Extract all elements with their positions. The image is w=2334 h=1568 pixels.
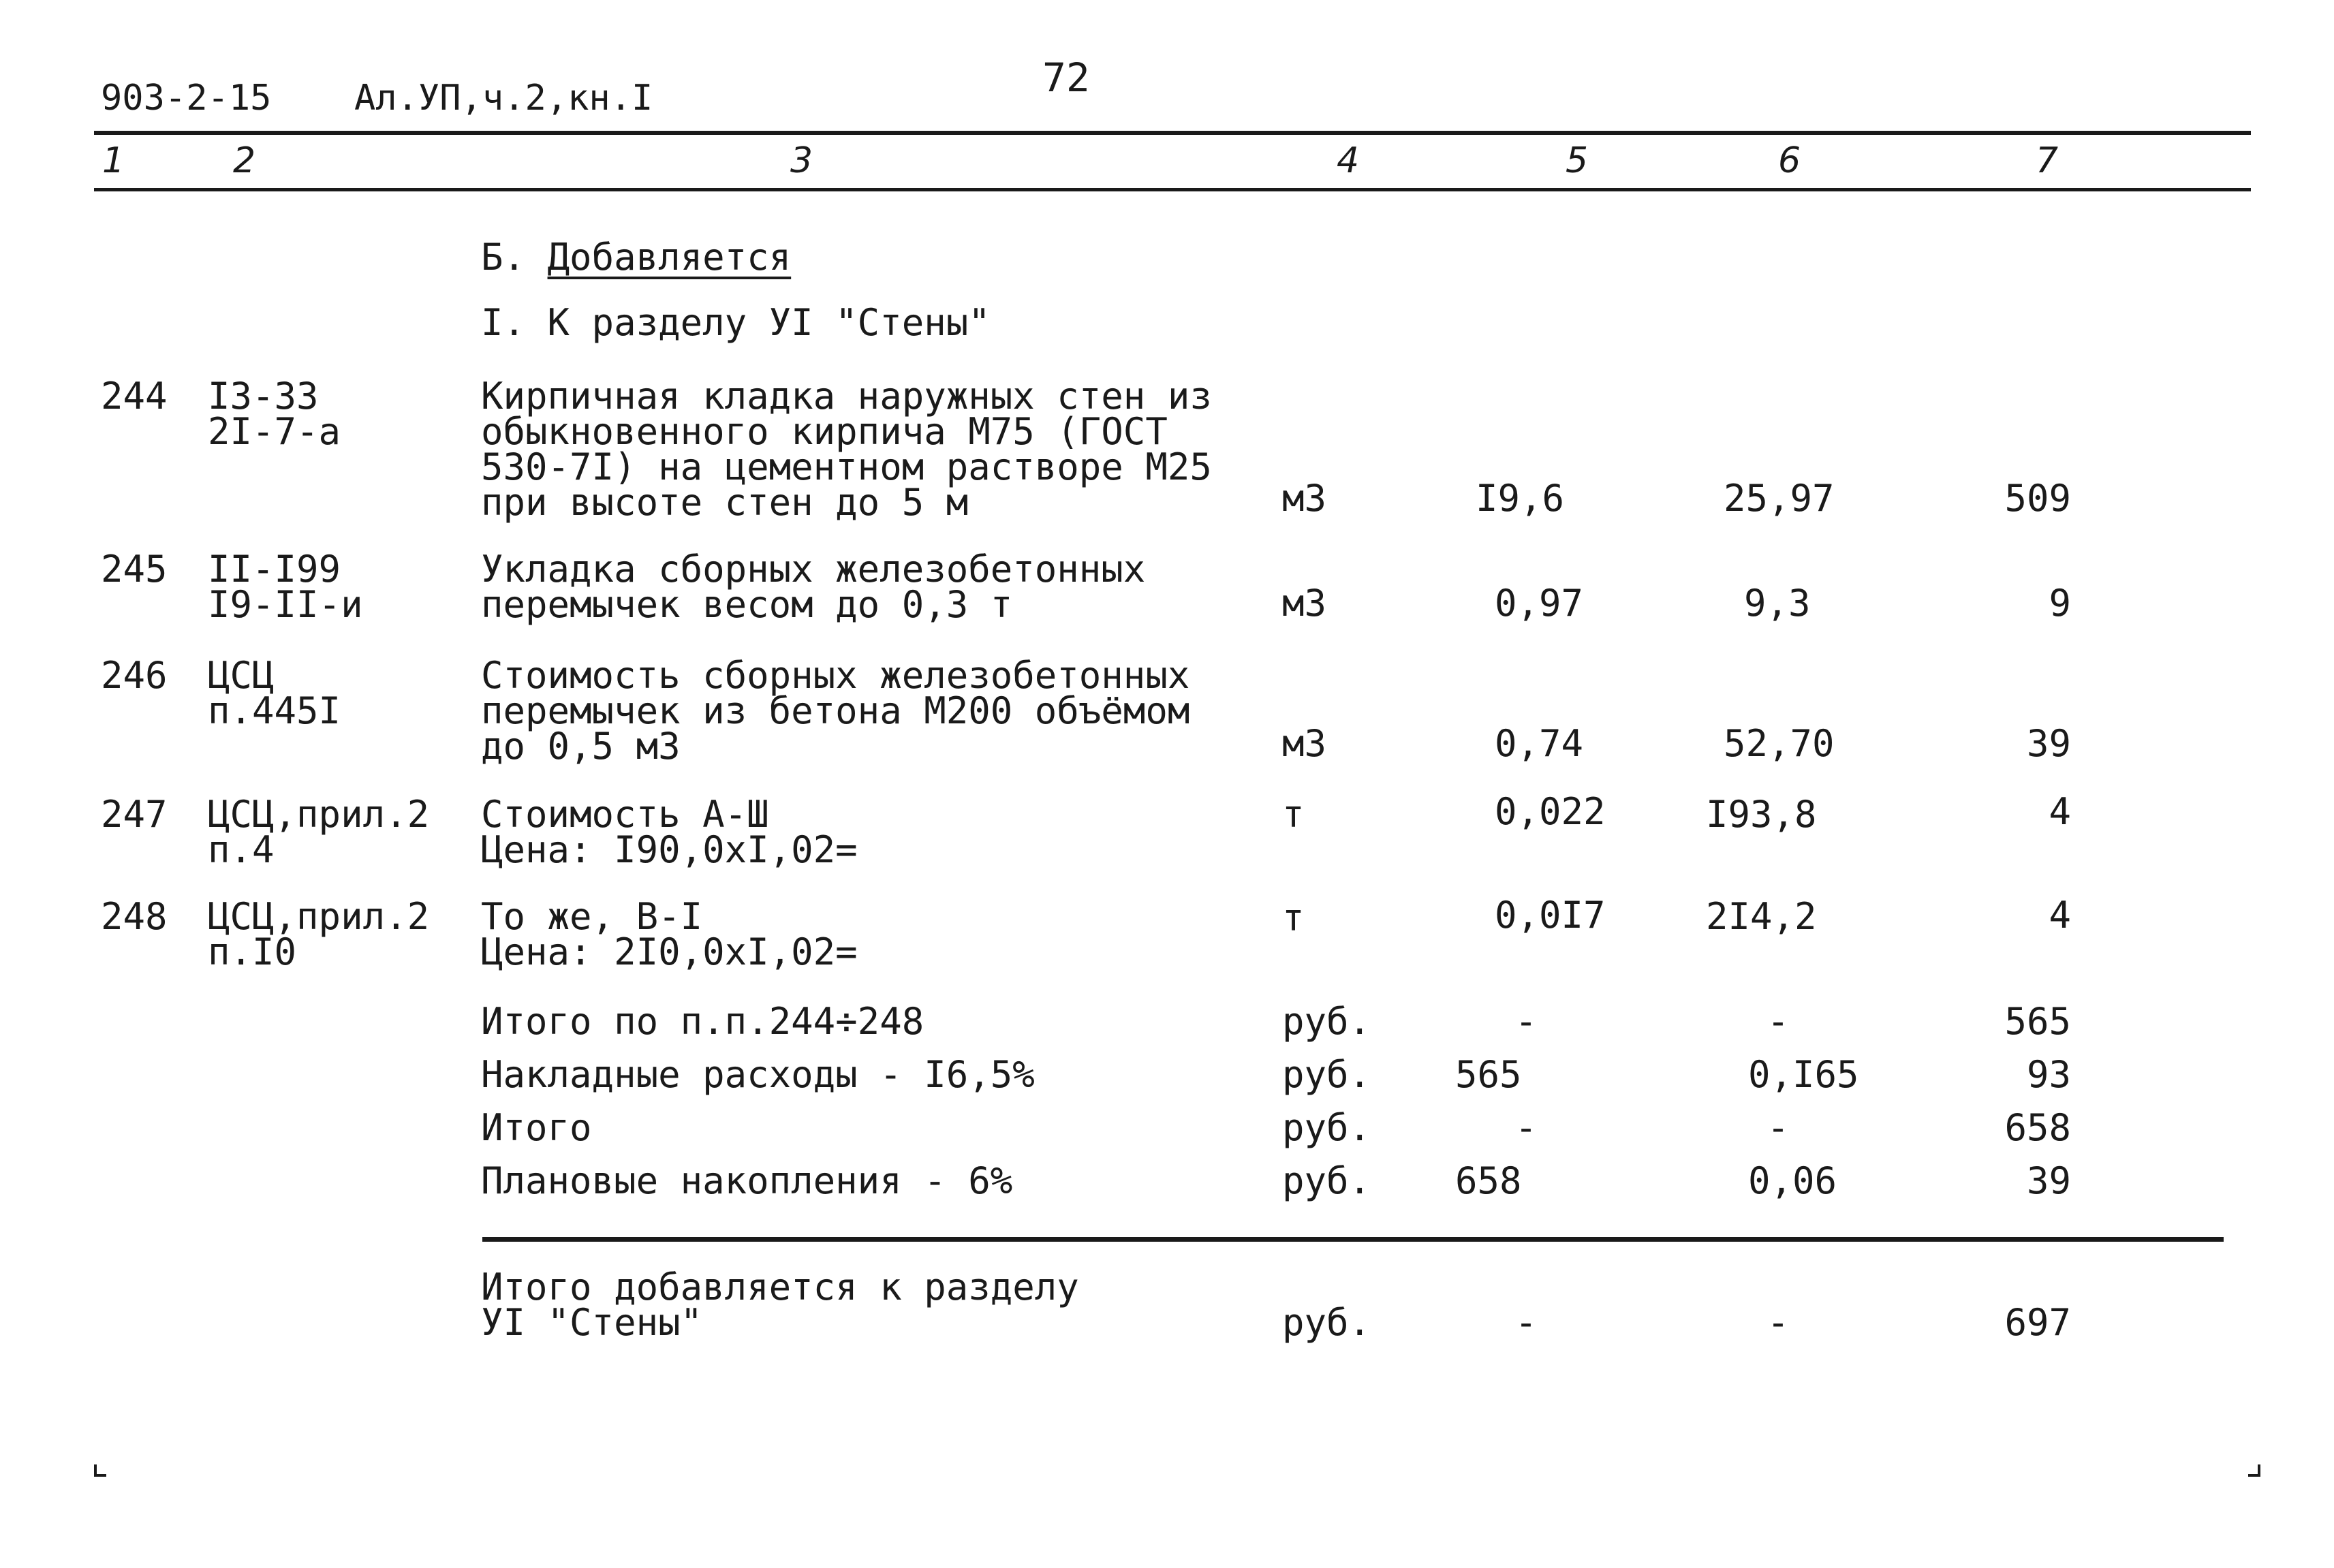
row-code-line: ЦСЦ,прил.2 <box>208 895 430 938</box>
summary-label: Итого <box>481 1106 592 1149</box>
row-description-line: Цена: 2I0,0хI,02= <box>481 930 858 973</box>
row-description-line: 530-7I) на цементном растворе М25 <box>481 445 1212 488</box>
summary-unit: руб. <box>1282 1159 1371 1202</box>
row-unit-price: 2I4,2 <box>1706 895 1817 938</box>
row-code-line: II-I99 <box>208 548 341 591</box>
summary-unit: руб. <box>1282 1053 1371 1096</box>
row-quantity: 0,0I7 <box>1495 894 1606 937</box>
row-code-line: 2I-7-а <box>208 410 341 453</box>
row-total: 39 <box>2026 722 2071 765</box>
summary-separator-rule <box>482 1237 2224 1242</box>
row-unit: т <box>1282 896 1305 939</box>
row-description-line: Кирпичная кладка наружных стен из <box>481 375 1212 418</box>
row-unit-price: 52,70 <box>1724 722 1835 765</box>
row-description-line: перемычек из бетона М200 объёмом <box>481 689 1190 732</box>
column-number-1: 1 <box>102 140 125 181</box>
crop-mark-bottom-right <box>2248 1464 2260 1477</box>
row-description-line: Цена: I90,0хI,02= <box>481 828 858 871</box>
summary-total: 565 <box>2004 1000 2071 1043</box>
row-description-line: То же, В-I <box>481 895 703 938</box>
summary-label: Накладные расходы - I6,5% <box>481 1053 1035 1096</box>
row-code-line: ЦСЦ <box>208 654 275 697</box>
row-description-line: Стоимость А-Ш <box>481 793 769 836</box>
summary-label: Плановые накопления - 6% <box>481 1159 1013 1202</box>
row-number: 248 <box>101 895 168 938</box>
section-title: Добавляется <box>547 236 792 279</box>
grand-total-value: 697 <box>2004 1301 2071 1344</box>
row-description-line: перемычек весом до 0,3 т <box>481 583 1013 626</box>
row-number: 246 <box>101 654 168 697</box>
row-code-line: п.I0 <box>208 930 297 973</box>
summary-unit-price: 0,06 <box>1748 1159 1837 1202</box>
row-quantity: 0,022 <box>1495 790 1606 833</box>
crop-mark-bottom-left <box>94 1464 106 1477</box>
row-code-line: п.4 <box>208 828 275 871</box>
row-description-line: Укладка сборных железобетонных <box>481 548 1146 591</box>
row-quantity: 0,74 <box>1495 722 1584 765</box>
row-code-line: п.445I <box>208 689 341 732</box>
row-quantity: 0,97 <box>1495 582 1584 625</box>
row-quantity: I9,6 <box>1476 477 1565 520</box>
grand-total-unit-price: - <box>1767 1301 1790 1344</box>
column-number-6: 6 <box>1778 140 1801 181</box>
header-top-rule <box>94 131 2251 135</box>
column-number-7: 7 <box>2036 140 2059 181</box>
row-unit-price: 25,97 <box>1724 477 1835 520</box>
summary-quantity: 658 <box>1455 1159 1522 1202</box>
row-total: 4 <box>2049 790 2071 833</box>
row-unit-price: 9,3 <box>1744 582 1811 625</box>
grand-total-label-line: Итого добавляется к разделу <box>481 1266 1079 1308</box>
section-heading <box>481 236 792 279</box>
column-number-2: 2 <box>233 140 256 181</box>
row-total: 509 <box>2004 477 2071 520</box>
column-number-4: 4 <box>1337 140 1360 181</box>
row-unit: т <box>1282 793 1305 836</box>
row-number: 244 <box>101 375 168 418</box>
grand-total-label-line: УI "Стены" <box>481 1301 703 1344</box>
summary-unit: руб. <box>1282 1000 1371 1043</box>
row-code-line: I3-33 <box>208 375 319 418</box>
row-number: 247 <box>101 793 168 836</box>
row-unit: м3 <box>1282 582 1327 625</box>
row-description-line: Стоимость сборных железобетонных <box>481 654 1190 697</box>
row-description-line: до 0,5 м3 <box>481 725 681 768</box>
page-number: 72 <box>1042 54 1090 101</box>
section-prefix: Б. <box>481 236 526 279</box>
row-number: 245 <box>101 548 168 591</box>
grand-total-unit: руб. <box>1282 1301 1371 1344</box>
row-total: 4 <box>2049 894 2071 937</box>
summary-unit-price: - <box>1767 1106 1790 1149</box>
summary-quantity: - <box>1514 1106 1538 1149</box>
summary-unit-price: - <box>1767 1000 1790 1043</box>
album-reference: Ал.УП,ч.2,кн.I <box>354 78 653 119</box>
summary-quantity: - <box>1514 1000 1538 1043</box>
row-code-line: ЦСЦ,прил.2 <box>208 793 430 836</box>
summary-unit: руб. <box>1282 1106 1371 1149</box>
header-bottom-rule <box>94 188 2251 191</box>
subsection-heading: I. К разделу УI "Стены" <box>481 301 991 344</box>
summary-unit-price: 0,I65 <box>1748 1053 1859 1096</box>
document-code: 903-2-15 <box>101 78 272 119</box>
grand-total-quantity: - <box>1514 1301 1538 1344</box>
row-total: 9 <box>2049 582 2071 625</box>
row-description-line: при высоте стен до 5 м <box>481 481 969 524</box>
row-description-line: обыкновенного кирпича М75 (ГОСТ <box>481 410 1168 453</box>
column-number-3: 3 <box>790 140 813 181</box>
column-number-5: 5 <box>1566 140 1589 181</box>
summary-total: 93 <box>2026 1053 2071 1096</box>
row-code-line: I9-II-и <box>208 583 363 626</box>
summary-total: 658 <box>2004 1106 2071 1149</box>
row-unit-price: I93,8 <box>1706 793 1817 836</box>
row-unit: м3 <box>1282 722 1327 765</box>
summary-quantity: 565 <box>1455 1053 1522 1096</box>
row-unit: м3 <box>1282 477 1327 520</box>
summary-label: Итого по п.п.244÷248 <box>481 1000 924 1043</box>
summary-total: 39 <box>2026 1159 2071 1202</box>
